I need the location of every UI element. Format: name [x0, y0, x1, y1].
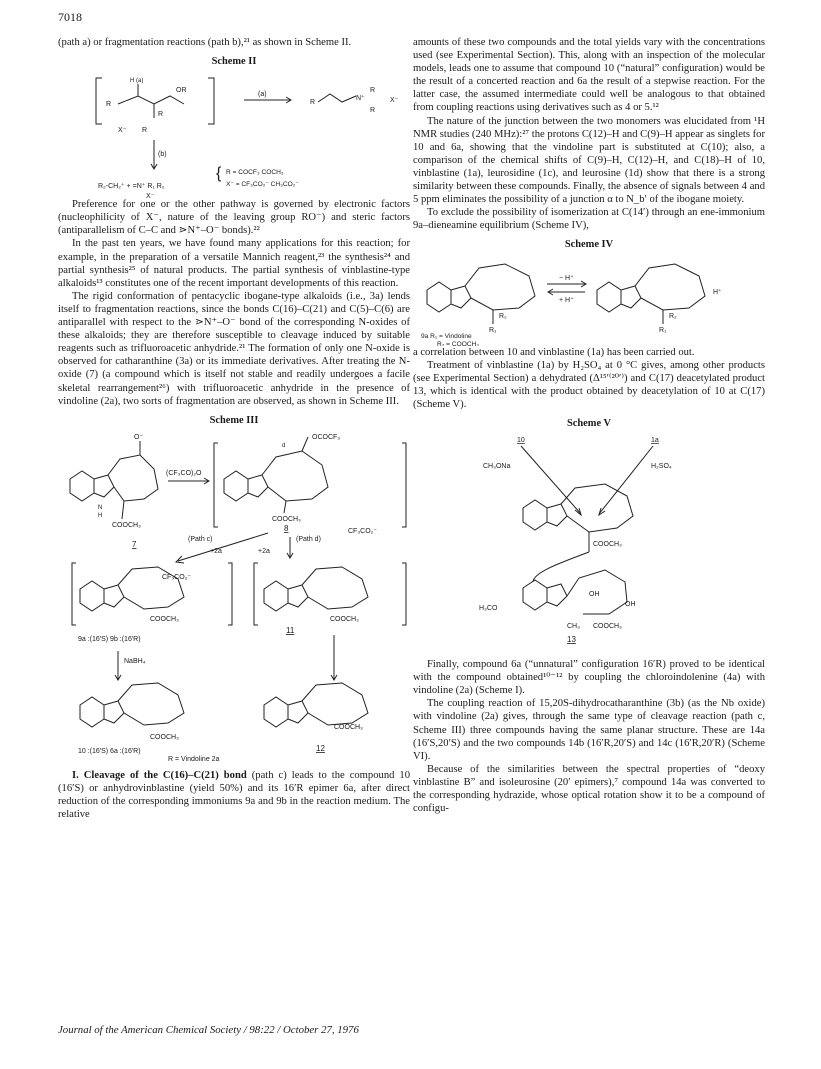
x-definition: X⁻ = CF₃CO₂⁻ CH₃CO₂⁻ — [226, 181, 299, 189]
scheme-5-10: 10 — [517, 437, 525, 445]
scheme-4-legend-2: R₂ = COOCH₃ — [437, 340, 480, 346]
left-column — [58, 36, 410, 821]
minus-h-label: − H⁺ — [559, 274, 574, 282]
journal-footer: Journal of the American Chemical Society / 98:22 / October 27, 1976 — [58, 1024, 359, 1036]
right-paragraph-3: a correlation between 10 and vinblastine (1a) has been carried out. — [413, 346, 695, 358]
scheme-2-title: Scheme II — [211, 56, 257, 68]
right-paragraph-6: The coupling reaction of 15,20S-dihydrocatharanthine (3b) (as the Nb oxide) with vindoline (2a) gives, through the same type of cleavage reaction (path c, Scheme III) three compounds having the same planar structure. These are 14a (16′S,20′S) and the two compounds 14b (16′R,20′S) and 14c (16′R,20′R) (Scheme VI). — [413, 698, 765, 762]
h2so4-label: H₂SO₄ — [651, 463, 672, 471]
s3-cooch3-8: COOCH₃ — [272, 515, 301, 523]
svg-text:R: R — [158, 111, 164, 119]
h-a-label: H (a) — [130, 78, 144, 85]
compound-13-label: 13 — [567, 635, 576, 645]
s3-cooch3-12: COOCH₃ — [334, 723, 363, 731]
svg-text:R₂-CH₂⁺ + =N⁺ R₁ R₂: R₂-CH₂⁺ + =N⁺ R₁ R₂ — [98, 183, 165, 191]
plus-2a-c: +2a — [210, 547, 222, 555]
right-paragraph-0: amounts of these two compounds and the total yields vary with the concentrations used (see Experimental Section). This, along with an inspection of the molecular models, leads one to assume that compound 10 (“natural” configuration) would be the result of a concerted reaction and 6a the result of a stepwise reaction. For the latter case, the assumed intermediate could well be analogous to that obtained from coupling reactions using derivatives such as 4 or 5.¹² — [413, 37, 765, 114]
svg-text:R₁: R₁ — [659, 326, 667, 334]
left-paragraph-2: In the past ten years, we have found many applications for this reaction; for example, in the preparation of a versatile Mannich reagent,²³ the synthesis²⁴ and partial synthesis²⁵ of natural products. The partial synthesis of vinblastine-type alkaloids¹³ constitutes one of the recent important developments of this reaction. — [58, 238, 410, 289]
svg-text:N: N — [98, 504, 103, 511]
scheme-5-title: Scheme V — [567, 417, 611, 429]
svg-text:R: R — [142, 127, 148, 135]
svg-text:OR: OR — [176, 87, 187, 95]
compound-8-label: 8 — [284, 523, 289, 533]
x-minus: X⁻ — [146, 193, 155, 199]
left-paragraph-1: Preference for one or the other pathway is governed by electronic factors (nucleophilicity of X⁻, nature of the leaving group RO⁻) and steric factors (antiparallelism of C–C and ⋗N⁺–O⁻ bonds).²² — [58, 199, 410, 237]
s3-cooch3-10: COOCH₃ — [150, 733, 179, 741]
scheme-5-figure — [413, 432, 765, 658]
svg-text:X⁻: X⁻ — [118, 127, 127, 135]
left-paragraph-4-text: (path c) leads to the compound 10 (16′S) or anhydrovinblastine (yield 50%) and its 16′R epimer 6a, after direct reduction of the corresponding immoniums 9a and 9b in the reaction medium. The relative — [58, 769, 411, 821]
path-d-label: (Path d) — [296, 535, 321, 543]
ch3-label: CH₃ — [567, 623, 580, 631]
reagent-label: (CF₃CO)₂O — [166, 469, 202, 477]
right-column — [413, 36, 765, 815]
svg-text:R₁: R₁ — [489, 326, 497, 334]
s3-cf3co2-9: CF₃CO₂⁻ — [162, 573, 192, 581]
plus-h-label: + H⁺ — [559, 296, 574, 304]
compound-10-label: 10 :(16′S) 6a :(16′R) — [78, 747, 141, 755]
r-definition: R = COCF₃ COCH₃ — [226, 169, 284, 177]
path-c-label: (Path c) — [188, 535, 213, 543]
s5-cooch3-b: COOCH₃ — [593, 623, 622, 631]
svg-text:R: R — [310, 99, 316, 107]
left-paragraph-0: (path a) or fragmentation reactions (path b),²¹ as shown in Scheme II. — [58, 37, 352, 48]
svg-text:R: R — [370, 87, 376, 95]
scheme-3-figure — [58, 429, 410, 769]
page-number: 7018 — [58, 10, 82, 24]
scheme-4-figure — [413, 254, 765, 346]
svg-text:X⁻: X⁻ — [390, 97, 399, 105]
s3-cf3co2-8: CF₃CO₂⁻ — [348, 527, 378, 535]
r-vindoline-label: R = Vindoline 2a — [168, 755, 220, 763]
left-paragraph-4 — [58, 769, 410, 821]
compound-7-label: 7 — [132, 539, 137, 549]
oh-label-1: OH — [589, 591, 600, 599]
right-paragraph-1: The nature of the junction between the two monomers was elucidated from ¹H NMR studies (240 MHz):²⁷ the protons C(12)–H and C(9)–H appear as singlets for 10 and 6a, showing that the vindoline part is substituted at C(10); also, a comparison of the chemical shifts of C(9)–H, C(12)–H, and C(18)–H of 10, vinblastine (1a), leurosidine (1c), and leurosine (1d) show that there is a strong similarity between these compounds. Finally, the absence of signals between 4 and 5 ppm eliminates the possibility of a junction α to N_b′ of the ibogane moiety. — [413, 115, 765, 206]
ch3ona-label: CH₃ONa — [483, 463, 511, 471]
svg-text:R₂: R₂ — [669, 312, 677, 320]
svg-text:R: R — [106, 101, 112, 109]
right-paragraph-2: To exclude the possibility of isomerization at C(14′) through an ene-immonium 9a–dieneamine equilibrium (Scheme IV), — [413, 207, 765, 232]
svg-text:{: { — [216, 165, 222, 183]
s3-cooch3-9: COOCH₃ — [150, 615, 179, 623]
svg-text:O⁻: O⁻ — [134, 433, 144, 441]
right-paragraph-4: Treatment of vinblastine (1a) by H₂SO₄ at 0 °C gives, among other products (see Experimental Section) a dehydrated (Δ¹⁵′⁽²⁰′⁾) and C(17) deacetylated product 13, which is identical with the product obtained by deacetylation of 10 at C(17) (Scheme V). — [413, 359, 765, 410]
h-plus-label: H⁺ — [713, 288, 722, 296]
scheme-4-title: Scheme IV — [564, 239, 614, 251]
right-paragraph-5: Finally, compound 6a (“unnatural” configuration 16′R) proved to be identical with the compound obtained¹⁰⁻¹² by coupling the chloroindolenine (4a) with vindoline (2a) (Scheme I). — [413, 659, 765, 697]
svg-text:d: d — [282, 442, 286, 449]
plus-2a-d: +2a — [258, 547, 270, 555]
compound-11-label: 11 — [286, 625, 295, 635]
svg-text:R₂: R₂ — [499, 312, 507, 320]
s5-cooch3: COOCH₃ — [593, 541, 622, 549]
svg-text:R: R — [370, 107, 376, 115]
oh-label-2: OH — [625, 601, 636, 609]
compound-12-label: 12 — [316, 743, 325, 753]
section-heading-i: I. Cleavage of the C(16)–C(21) bond — [72, 769, 247, 781]
scheme-3-title: Scheme III — [209, 414, 259, 426]
scheme-4-legend-1: 9a R₁ = Vindoline — [421, 332, 472, 340]
scheme-2-figure — [58, 70, 410, 198]
nabh4-label: NaBH₄ — [124, 657, 146, 665]
svg-text:OCOCF₃: OCOCF₃ — [312, 433, 341, 441]
s3-cooch3-11: COOCH₃ — [330, 615, 359, 623]
path-b-label: (b) — [158, 151, 167, 159]
svg-text:H: H — [98, 512, 103, 519]
right-paragraph-7: Because of the similarities between the spectral properties of “deoxy vinblastine B” and isoleurosine (20′ epimers),⁷ compound 14a was converted to the corresponding hydrazide, whose optical rotation show it to be a compound of configu- — [413, 763, 765, 815]
s3-cooch3-7: COOCH₃ — [112, 521, 141, 529]
path-a-label: (a) — [258, 91, 267, 99]
left-paragraph-3: The rigid conformation of pentacyclic ibogane-type alkaloids (i.e., 3a) lends itself to fragmentation reactions, since the bonds C(16)–C(21) and C(5)–C(6) are antiparallel with respect to the ⋗N⁺–O⁻ bond of the corresponding N-oxides of these alkaloids; they are therefore susceptible to cleavage induced by suitable reagents such as trifluoroacetic anhydride.²¹ The formation of only one N-oxide is observed for catharanthine (3a) or its immediate derivatives. After treating the N-oxide (7) (a compound which is itself not stable and readily undergoes a facile skeletal rearrangement²⁶) with trifluoroacetic anhydride in the presence of vindoline (2a), two sorts of fragmentation are observed, as shown in Scheme III. — [58, 290, 410, 407]
h3co-label: H₃CO — [479, 605, 498, 613]
compound-9-label: 9a :(16′S) 9b :(16′R) — [78, 635, 141, 643]
scheme-5-1a: 1a — [651, 437, 659, 445]
svg-text:N⁺: N⁺ — [356, 95, 365, 103]
